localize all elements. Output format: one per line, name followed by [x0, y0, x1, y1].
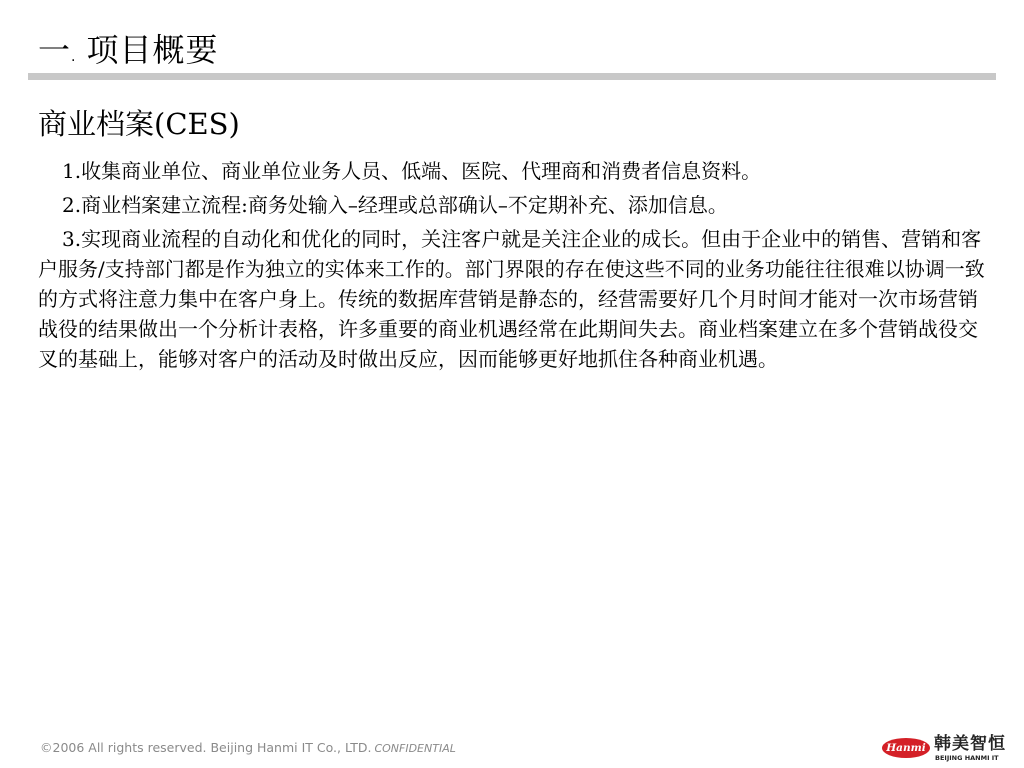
- paragraph-1: 1.收集商业单位、商业单位业务人员、低端、医院、代理商和消费者信息资料。: [62, 159, 762, 183]
- copyright-text: ©2006 All rights reserved. Beijing Hanmi IT Co., LTD.: [40, 740, 372, 755]
- logo-chinese-name: 韩美智恒: [934, 734, 1006, 754]
- body-text: [38, 156, 988, 378]
- logo-english-name: BEIJING HANMI IT: [935, 754, 999, 762]
- title-number: 一: [38, 31, 72, 69]
- slide-title: [38, 30, 218, 77]
- confidential-label: CONFIDENTIAL: [374, 742, 456, 755]
- hanmi-logo-icon: Hanmi: [882, 738, 930, 758]
- title-dot: .: [71, 49, 77, 65]
- section-heading: 商业档案(CES): [38, 107, 240, 141]
- paragraph-2: 2.商业档案建立流程:商务处输入–经理或总部确认–不定期补充、添加信息。: [62, 193, 728, 217]
- footer-copyright: [40, 740, 456, 755]
- paragraph-3: 3.实现商业流程的自动化和优化的同时，关注客户就是关注企业的成长。但由于企业中的销售、营销和客户服务/支持部门都是作为独立的实体来工作的。部门界限的存在使这些不同的业务功能往往很难以协调一致的方式将注意力集中在客户身上。传统的数据库营销是静态的，经营需要好几个月时间才能对一次市场营销战役的结果做出一个分析计表格，许多重要的商业机遇经常在此期间失去。商业档案建立在多个营销战役交叉的基础上，能够对客户的活动及时做出反应，因而能够更好地抓住各种商业机遇。: [38, 227, 985, 371]
- title-text: 项目概要: [86, 31, 219, 69]
- company-logo: [882, 734, 1012, 764]
- title-divider: [28, 73, 996, 80]
